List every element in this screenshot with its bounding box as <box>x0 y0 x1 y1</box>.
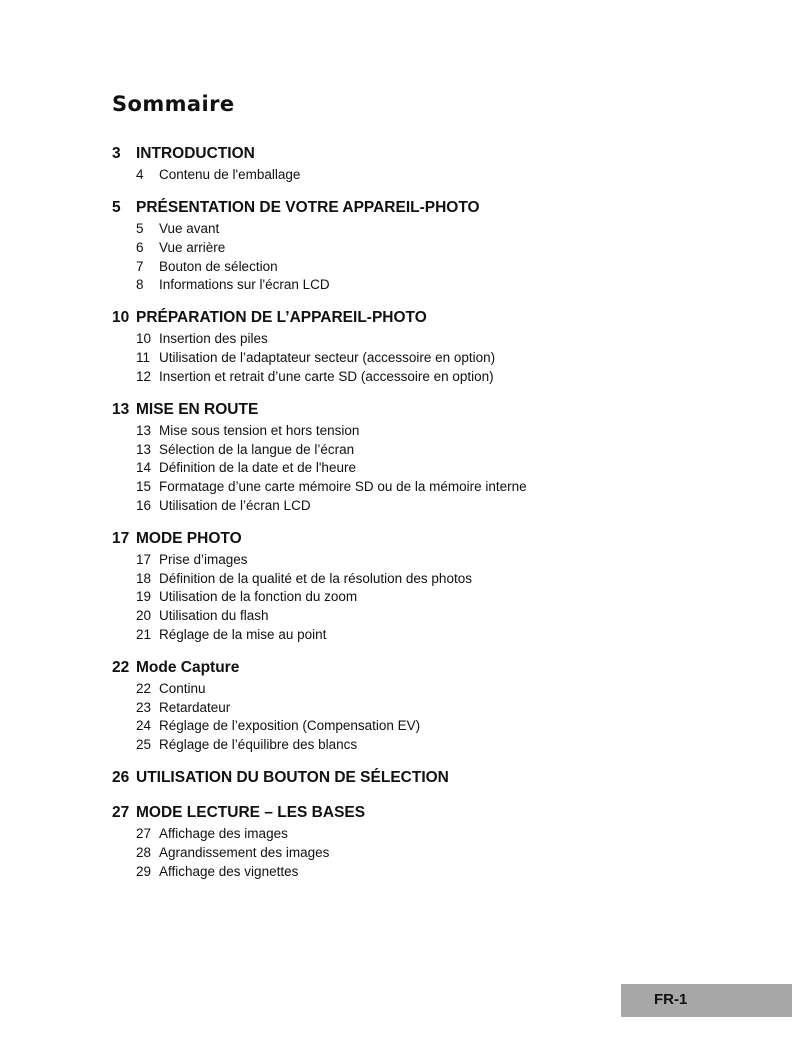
toc-entry <box>136 497 752 516</box>
entry-title: Formatage d’une carte mémoire SD ou de la mémoire interne <box>159 479 527 495</box>
entry-page-number: 28 <box>136 844 152 860</box>
toc-section-heading <box>112 767 752 788</box>
toc-entry <box>136 368 752 387</box>
toc-entry-list <box>112 220 752 295</box>
entry-page-number: 7 <box>136 258 144 274</box>
section-spacer <box>112 515 752 528</box>
toc-entry <box>136 258 752 277</box>
entry-title: Réglage de l’équilibre des blancs <box>159 736 358 752</box>
toc-entry <box>136 717 752 736</box>
toc-entry <box>136 441 752 460</box>
toc-section <box>112 143 752 197</box>
entry-title: Agrandissement des images <box>159 844 330 860</box>
entry-title: Affichage des images <box>159 826 288 842</box>
entry-page-number: 6 <box>136 239 144 255</box>
section-title: INTRODUCTION <box>136 145 255 162</box>
toc-entry <box>136 276 752 295</box>
entry-page-number: 12 <box>136 368 152 384</box>
page-title: Sommaire <box>112 92 235 116</box>
entry-page-number: 20 <box>136 608 152 623</box>
section-spacer <box>112 185 752 198</box>
page-number-tab <box>621 984 792 1017</box>
entry-page-number: 23 <box>136 699 152 715</box>
toc-section-heading <box>112 399 752 420</box>
page-number: FR-1 <box>654 991 688 1008</box>
toc-section-heading <box>112 307 752 328</box>
section-page-number: 17 <box>112 529 130 547</box>
table-of-contents <box>112 143 752 894</box>
entry-title: Utilisation de la fonction du zoom <box>159 589 358 605</box>
entry-title: Utilisation de l’écran LCD <box>159 497 311 513</box>
entry-page-number: 4 <box>136 167 144 182</box>
section-title: MODE LECTURE – LES BASES <box>136 804 366 822</box>
toc-section <box>112 657 752 767</box>
section-title: UTILISATION DU BOUTON DE SÉLECTION <box>136 769 449 787</box>
entry-title: Utilisation de l’adaptateur secteur (accessoire en option) <box>159 350 496 366</box>
section-title: PRÉSENTATION DE VOTRE APPAREIL-PHOTO <box>136 199 480 217</box>
toc-entry <box>136 551 752 570</box>
toc-section-heading <box>112 657 752 678</box>
entry-page-number: 8 <box>136 277 144 293</box>
entry-page-number: 24 <box>136 718 152 734</box>
toc-entry <box>136 330 752 349</box>
section-title: PRÉPARATION DE L’APPAREIL-PHOTO <box>136 309 427 327</box>
entry-title: Continu <box>159 680 206 696</box>
toc-entry <box>136 863 752 882</box>
entry-page-number: 15 <box>136 479 152 495</box>
entry-title: Contenu de l'emballage <box>159 167 301 182</box>
entry-title: Sélection de la langue de l’écran <box>159 441 355 457</box>
toc-entry <box>136 349 752 368</box>
section-spacer <box>112 755 752 768</box>
entry-title: Bouton de sélection <box>159 258 278 274</box>
toc-entry-list <box>112 330 752 386</box>
entry-title: Utilisation du flash <box>159 608 269 623</box>
entry-page-number: 5 <box>136 221 144 237</box>
toc-section <box>112 399 752 528</box>
toc-entry-list <box>112 680 752 755</box>
section-spacer <box>112 788 752 802</box>
toc-entry <box>136 220 752 239</box>
toc-section-heading <box>112 528 752 549</box>
entry-title: Réglage de la mise au point <box>159 626 327 642</box>
entry-title: Insertion et retrait d’une carte SD (accessoire en option) <box>159 368 494 384</box>
toc-entry <box>136 166 752 185</box>
toc-entry <box>136 825 752 844</box>
toc-section-heading <box>112 143 752 164</box>
entry-title: Définition de la date et de l'heure <box>159 460 356 476</box>
entry-page-number: 10 <box>136 331 152 347</box>
entry-title: Vue arrière <box>159 239 226 255</box>
entry-title: Définition de la qualité et de la résolution des photos <box>159 570 472 586</box>
section-spacer <box>112 644 752 657</box>
toc-section <box>112 528 752 657</box>
section-title: MISE EN ROUTE <box>136 401 259 418</box>
section-page-number: 27 <box>112 804 130 822</box>
section-page-number: 22 <box>112 658 130 676</box>
entry-page-number: 29 <box>136 863 152 879</box>
toc-entry <box>136 478 752 497</box>
toc-entry <box>136 844 752 863</box>
toc-entry <box>136 736 752 755</box>
entry-title: Réglage de l’exposition (Compensation EV) <box>159 718 421 734</box>
entry-page-number: 13 <box>136 441 152 457</box>
entry-page-number: 11 <box>136 350 151 366</box>
entry-page-number: 14 <box>136 460 152 476</box>
entry-title: Mise sous tension et hors tension <box>159 423 360 438</box>
entry-title: Vue avant <box>159 221 220 237</box>
toc-section <box>112 307 752 399</box>
toc-entry <box>136 570 752 589</box>
entry-title: Informations sur l'écran LCD <box>159 277 330 293</box>
entry-page-number: 18 <box>136 570 152 586</box>
section-page-number: 13 <box>112 401 130 418</box>
toc-entry-list <box>112 551 752 644</box>
toc-section <box>112 767 752 802</box>
entry-page-number: 17 <box>136 551 152 567</box>
entry-page-number: 16 <box>136 497 152 513</box>
toc-section <box>112 802 752 894</box>
section-title: Mode Capture <box>136 658 240 676</box>
toc-entry <box>136 588 752 607</box>
section-page-number: 3 <box>112 145 121 162</box>
entry-title: Insertion des piles <box>159 331 268 347</box>
section-title: MODE PHOTO <box>136 529 242 547</box>
entry-title: Affichage des vignettes <box>159 863 299 879</box>
entry-page-number: 25 <box>136 736 152 752</box>
toc-entry <box>136 422 752 441</box>
toc-entry-list <box>112 422 752 515</box>
toc-entry-list <box>112 825 752 881</box>
entry-title: Retardateur <box>159 699 231 715</box>
toc-entry <box>136 459 752 478</box>
toc-section-heading <box>112 197 752 218</box>
toc-section-heading <box>112 802 752 823</box>
section-spacer <box>112 295 752 308</box>
section-page-number: 26 <box>112 769 130 787</box>
entry-page-number: 19 <box>136 589 152 605</box>
section-spacer <box>112 387 752 400</box>
toc-entry <box>136 680 752 699</box>
entry-page-number: 21 <box>136 626 152 642</box>
toc-entry <box>136 239 752 258</box>
toc-entry <box>136 699 752 718</box>
toc-entry <box>136 607 752 626</box>
entry-page-number: 27 <box>136 826 152 842</box>
entry-page-number: 13 <box>136 423 152 438</box>
entry-page-number: 22 <box>136 680 152 696</box>
toc-entry <box>136 626 752 645</box>
toc-entry-list <box>112 166 752 185</box>
section-page-number: 10 <box>112 309 130 327</box>
section-page-number: 5 <box>112 199 121 217</box>
entry-title: Prise d’images <box>159 551 248 567</box>
section-spacer <box>112 881 752 894</box>
toc-section <box>112 197 752 307</box>
